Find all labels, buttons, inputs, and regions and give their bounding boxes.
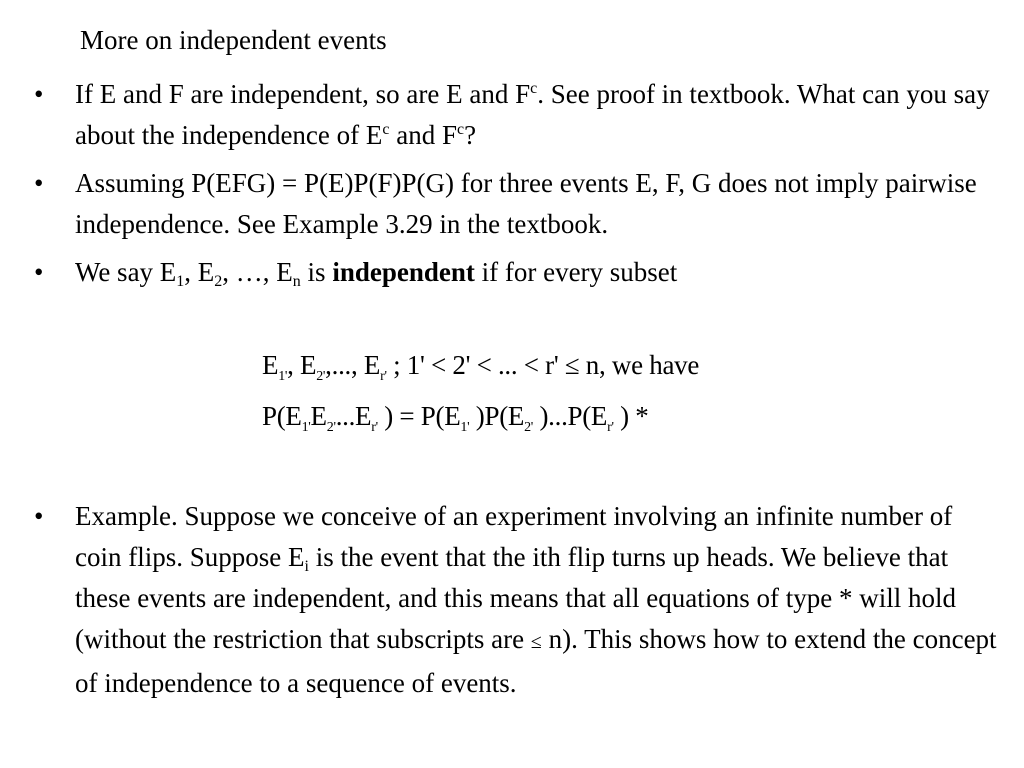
- eq-subscript: 1': [278, 369, 288, 384]
- text-run: and F: [389, 120, 457, 150]
- superscript: c: [457, 121, 465, 138]
- slide-title: More on independent events: [80, 25, 387, 55]
- bullet-marker: •: [34, 79, 44, 109]
- subscript: 1: [176, 273, 185, 290]
- eq-subscript: 2': [316, 369, 326, 384]
- subscript: 2: [214, 273, 223, 290]
- equation-subset: [262, 347, 699, 383]
- text-run: Example. Suppose we conceive of an experiment involving an infinite number of coin flips. Suppose E: [75, 501, 953, 572]
- eq-text: ) = P(E: [377, 401, 461, 431]
- bullet-text: [75, 257, 678, 290]
- text-run: if for every subset: [474, 257, 678, 287]
- example-section: [0, 496, 1024, 704]
- text-run: is the event that the ith flip turns up heads. We believe that these events are independent, and this means that all equations of type * will hold (without the restriction that subscripts are: [75, 542, 957, 654]
- eq-subscript: 2': [326, 420, 336, 435]
- eq-text: P(E: [262, 401, 302, 431]
- subscript: n: [292, 273, 301, 290]
- bullet-item-example: [0, 496, 1024, 704]
- text-run: is: [300, 257, 333, 287]
- eq-subscript: 2': [524, 420, 534, 435]
- equation-product: [262, 398, 649, 434]
- eq-text: )P(E: [469, 401, 525, 431]
- eq-subscript: 1': [301, 420, 311, 435]
- leq-symbol: ≤: [530, 631, 542, 653]
- text-run: We say E: [75, 257, 177, 287]
- bullet-marker: •: [34, 168, 44, 198]
- text-run: If E and F are independent, so are E and F: [75, 79, 531, 109]
- superscript: c: [382, 121, 390, 138]
- text-run: , …, E: [222, 257, 293, 287]
- bullet-text: [75, 501, 997, 698]
- superscript: c: [530, 80, 538, 97]
- eq-subscript: r': [607, 420, 614, 435]
- eq-subscript: r': [371, 420, 378, 435]
- eq-subscript: r': [380, 369, 387, 384]
- text-run: ?: [464, 120, 477, 150]
- subscript: i: [304, 558, 309, 575]
- bullet-marker: •: [34, 501, 44, 531]
- bullet-item-pairwise: [0, 163, 1024, 245]
- eq-text: ...E: [335, 401, 372, 431]
- bold-term: independent: [332, 257, 475, 287]
- bullet-list: [0, 74, 1024, 293]
- eq-text: ,..., E: [325, 350, 381, 380]
- text-run: , E: [184, 257, 215, 287]
- eq-text: ; 1' < 2' < ... < r' ≤ n, we have: [386, 350, 700, 380]
- text-run: n). This shows how to extend the concept of independence to a sequence of events.: [75, 624, 997, 698]
- text-run: . See proof in textbook. What can you say about the independence of E: [75, 79, 990, 150]
- eq-text: E: [262, 350, 279, 380]
- eq-text: , E: [287, 350, 317, 380]
- eq-text: E: [310, 401, 327, 431]
- bullet-item-definition: [0, 252, 1024, 293]
- bullet-marker: •: [34, 257, 44, 287]
- eq-subscript: 1': [460, 420, 470, 435]
- bullet-item-complement: [0, 74, 1024, 156]
- bullet-text: [75, 79, 990, 150]
- eq-text: )...P(E: [533, 401, 608, 431]
- eq-text: ) *: [613, 401, 649, 431]
- bullet-text: Assuming P(EFG) = P(E)P(F)P(G) for three events E, F, G does not imply pairwise independence. See Example 3.29 in the textbook.: [75, 168, 977, 239]
